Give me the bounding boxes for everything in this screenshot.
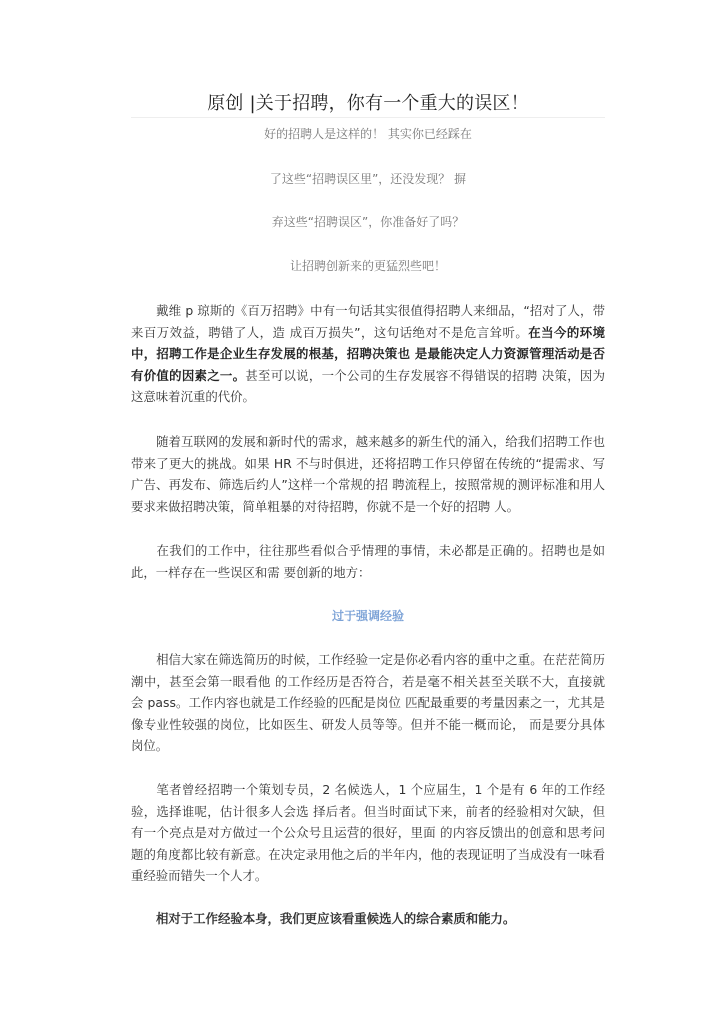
section-paragraph-2: [131, 779, 605, 887]
paragraph-text: 在我们的工作中，往往那些看似合乎情理的事情，未必都是正确的。招聘也是如此，一样存在一些误区和需 要创新的地方：: [131, 543, 605, 580]
intro-line: 了这些“招聘误区里”，还没发现？ 摒: [269, 172, 467, 186]
paragraph-3: [131, 540, 605, 583]
paragraph-text: 甚至可以说，一个公司的生存发展容不得错误的招聘 决策，因为这意味着沉重的代价。: [131, 367, 605, 404]
intro-line: 好的招聘人是这样的！ 其实你已经踩在: [264, 127, 472, 141]
paragraph-2: [131, 431, 605, 517]
intro-line: 让招聘创新来的更猛烈些吧！: [289, 259, 446, 273]
paragraph-text: 相信大家在筛选简历的时候，工作经验一定是你必看内容的重中之重。在茫茫简历潮中，甚至会第一眼看他 的工作经历是否符合，若是毫不相关甚至关联不大，直接就会 pass。工作内容也就是工作经验的匹配是岗位 匹配最重要的考量因素之一，尤其是像专业性较强的岗位，比如医生、研发人员等等。但并不能一概而论， 而是要分具体岗位。: [131, 652, 605, 753]
intro-line: 弃这些“招聘误区”，你准备好了吗？: [271, 215, 465, 229]
conclusion-text: 相对于工作经验本身，我们更应该看重候选人的综合素质和能力。: [156, 911, 516, 926]
conclusion: [131, 908, 605, 930]
paragraph-text: 随着互联网的发展和新时代的需求，越来越多的新生代的涌入，给我们招聘工作也带来了更大的挑战。如果 HR 不与时俱进，还将招聘工作只停留在传统的“提需求、写广告、再发布、筛选后约人”这样一个常规的招 聘流程上，按照常规的测评标准和用人要求来做招聘决策，简单粗暴的对待招聘，你就不是一个好的招聘 人。: [131, 434, 605, 514]
section-paragraph-1: [131, 649, 605, 757]
paragraph-1: [131, 300, 605, 408]
title-divider: [131, 117, 605, 118]
section-heading: 过于强调经验: [331, 609, 404, 623]
paragraph-text: 笔者曾经招聘一个策划专员，2 名候选人，1 个应届生，1 个是有 6 年的工作经验，选择谁呢，估计很多人会选 择后者。但当时面试下来，前者的经验相对欠缺，但有一个亮点是对方做过一个公众号且运营的很好，里面 的内容反馈出的创意和思考问题的角度都比较有新意。在决定录用他之后的半年内，他的表现证明了当成没有一味看重经验而错失一个人才。: [131, 782, 605, 883]
paragraph-bold-text: 在当今的环境中，招聘工作是企业生存发展的根基，招聘决策也 是最能决定人力资源管理活动是否有价值的因素之一。: [131, 324, 606, 383]
paragraph-text: 戴维 p 琼斯的《百万招聘》中有一句话其实很值得招聘人来细品，“招对了人，带来百万效益，聘错了人，造 成百万损失”，这句话绝对不是危言耸听。: [131, 303, 605, 340]
article-title: 原创 |关于招聘，你有一个重大的误区！: [207, 93, 529, 114]
